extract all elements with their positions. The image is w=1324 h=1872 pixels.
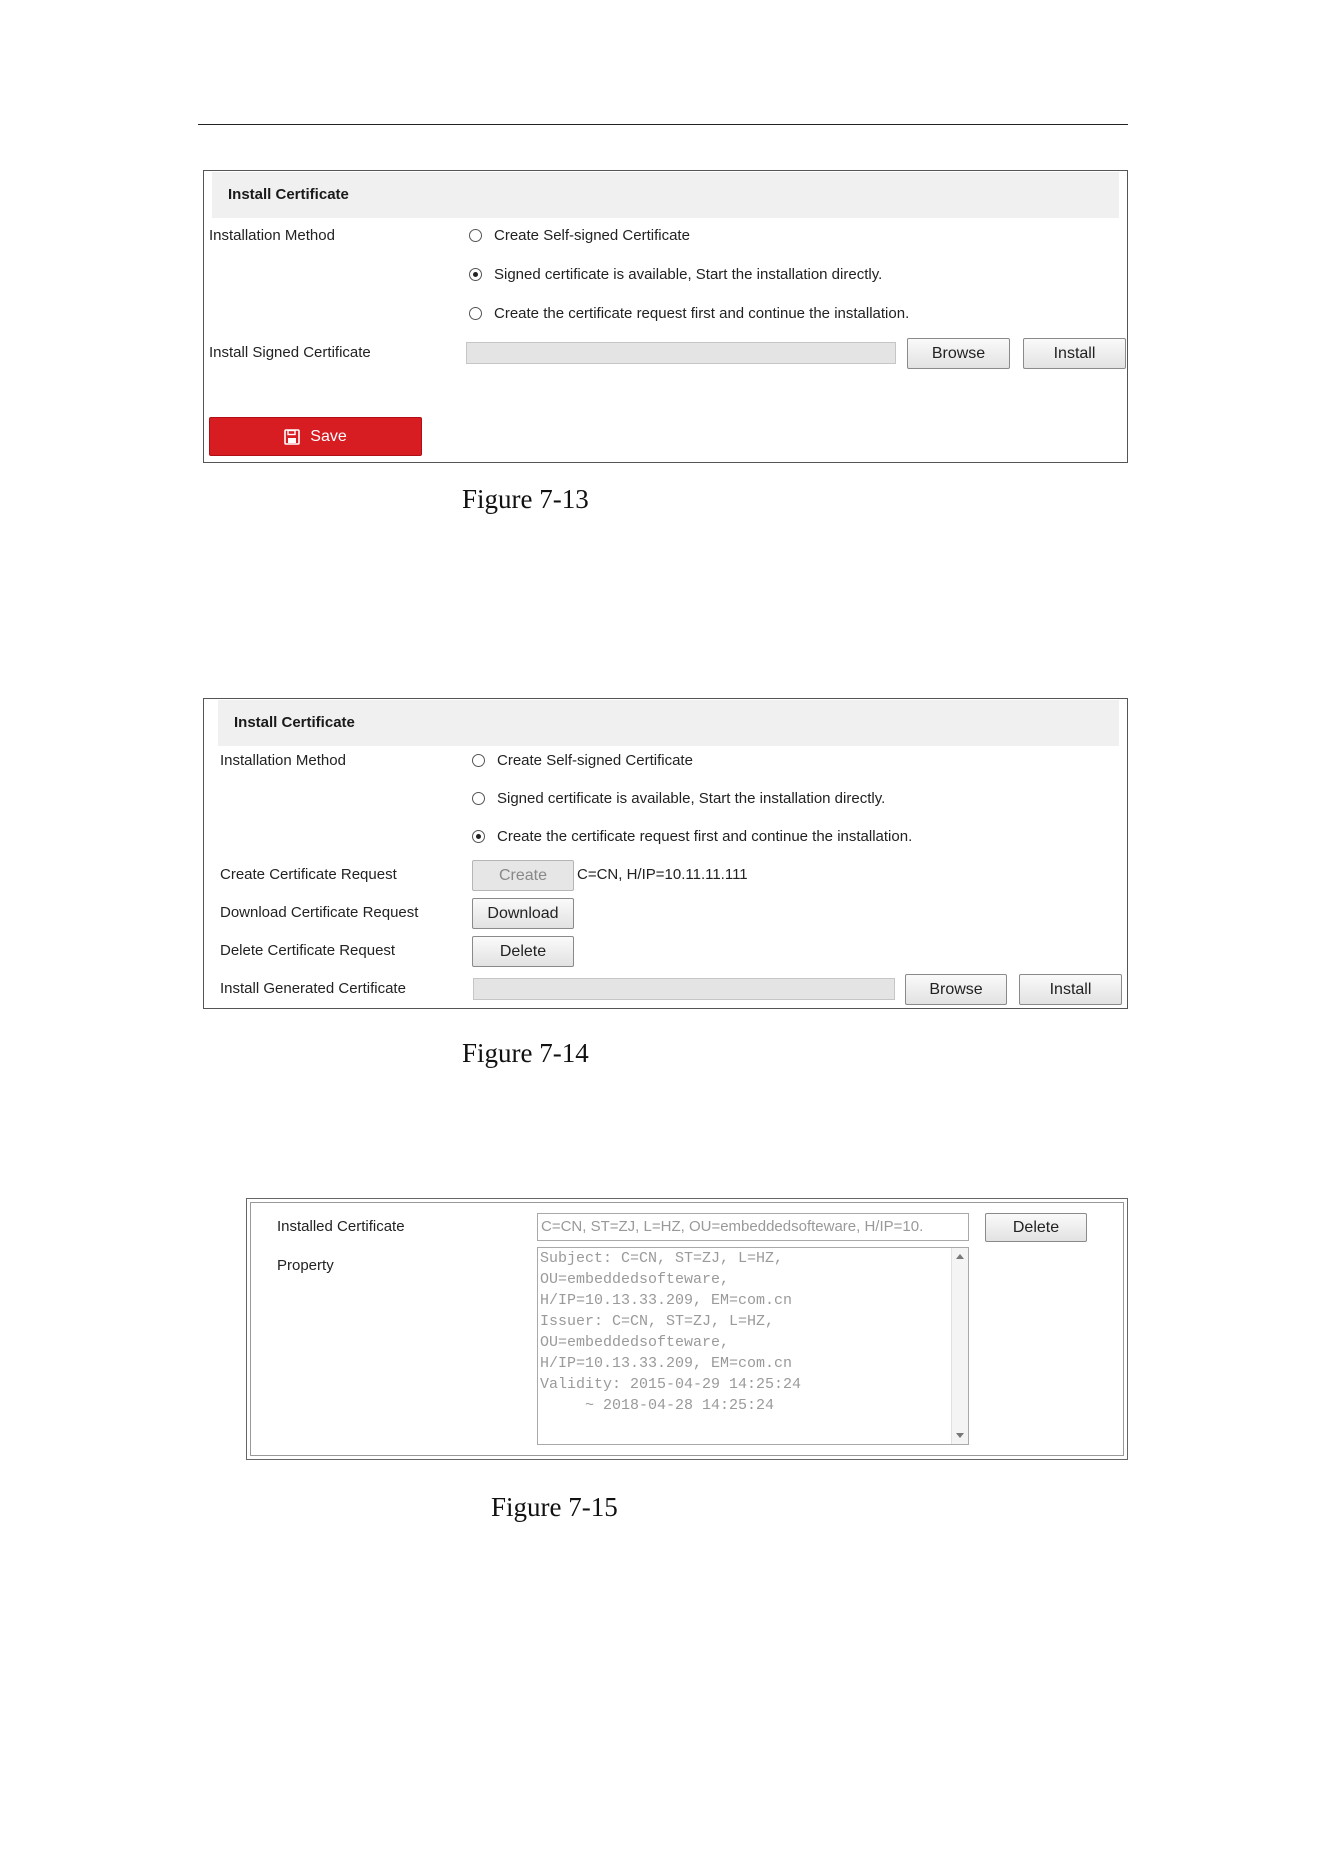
generated-certificate-file-path-field[interactable] (473, 978, 895, 1000)
download-certificate-request-label: Download Certificate Request (220, 904, 419, 921)
save-button[interactable] (209, 417, 422, 456)
install-certificate-panel-fig13 (203, 170, 1128, 463)
installed-certificate-label: Installed Certificate (277, 1218, 405, 1235)
radio-button-selected[interactable] (472, 830, 485, 843)
radio-label: Create the certificate request first and continue the installation. (497, 828, 913, 845)
radio-label: Create Self-signed Certificate (497, 752, 693, 769)
property-line: H/IP=10.13.33.209, EM=com.cn (540, 1355, 793, 1372)
radio-label: Create the certificate request first and continue the installation. (494, 305, 910, 322)
panel-header: Install Certificate (212, 172, 1119, 218)
installed-certificate-panel (246, 1198, 1128, 1460)
radio-button[interactable] (472, 792, 485, 805)
property-textarea[interactable] (537, 1247, 969, 1445)
create-certificate-request-label: Create Certificate Request (220, 866, 397, 883)
radio-label: Signed certificate is available, Start the installation directly. (497, 790, 886, 807)
browse-button[interactable]: Browse (905, 974, 1007, 1005)
scroll-up-arrow-icon[interactable] (956, 1254, 964, 1259)
delete-certificate-request-label: Delete Certificate Request (220, 942, 396, 959)
radio-create-self-signed[interactable] (469, 227, 690, 244)
install-button[interactable]: Install (1023, 338, 1126, 369)
delete-request-button[interactable]: Delete (472, 936, 574, 967)
property-line: Issuer: C=CN, ST=ZJ, L=HZ, (540, 1313, 775, 1330)
browse-button[interactable]: Browse (907, 338, 1010, 369)
radio-create-request-first[interactable] (469, 305, 909, 322)
radio-signed-available[interactable] (472, 790, 885, 807)
certificate-file-path-field[interactable] (466, 342, 896, 364)
property-line: H/IP=10.13.33.209, EM=com.cn (540, 1292, 793, 1309)
installed-certificate-field[interactable]: C=CN, ST=ZJ, L=HZ, OU=embeddedsofteware, H/IP=10. (537, 1213, 969, 1241)
page-header-rule (198, 124, 1128, 125)
property-line: OU=embeddedsofteware, (540, 1271, 730, 1288)
property-line: Validity: 2015-04-29 14:25:24 (540, 1376, 802, 1393)
installation-method-label: Installation Method (209, 227, 335, 244)
radio-button-selected[interactable] (469, 268, 482, 281)
radio-create-self-signed[interactable] (472, 752, 693, 769)
panel-header: Install Certificate (218, 700, 1119, 746)
property-line: OU=embeddedsofteware, (540, 1334, 730, 1351)
radio-label: Signed certificate is available, Start the installation directly. (494, 266, 883, 283)
create-button[interactable]: Create (472, 860, 574, 891)
property-line: ~ 2018-04-28 14:25:24 (540, 1397, 775, 1414)
install-generated-certificate-label: Install Generated Certificate (220, 980, 406, 997)
delete-certificate-button[interactable]: Delete (985, 1213, 1087, 1242)
scroll-down-arrow-icon[interactable] (956, 1433, 964, 1438)
radio-button[interactable] (472, 754, 485, 767)
save-button-label: Save (310, 427, 347, 445)
radio-button[interactable] (469, 307, 482, 320)
figure-caption-7-15: Figure 7-15 (491, 1492, 618, 1522)
property-label: Property (277, 1257, 334, 1274)
installation-method-label: Installation Method (220, 752, 346, 769)
save-floppy-icon (284, 429, 300, 445)
install-certificate-panel-fig14 (203, 698, 1128, 1009)
figure-caption-7-14: Figure 7-14 (462, 1038, 589, 1068)
radio-create-request-first[interactable] (472, 828, 912, 845)
radio-button[interactable] (469, 229, 482, 242)
figure-caption-7-13: Figure 7-13 (462, 484, 589, 514)
property-scrollbar[interactable] (951, 1248, 968, 1444)
request-info-text: C=CN, H/IP=10.11.11.111 (577, 866, 748, 883)
install-signed-certificate-label: Install Signed Certificate (209, 344, 371, 361)
radio-signed-available[interactable] (469, 266, 882, 283)
install-button[interactable]: Install (1019, 974, 1122, 1005)
property-line: Subject: C=CN, ST=ZJ, L=HZ, (540, 1250, 784, 1267)
download-button[interactable]: Download (472, 898, 574, 929)
radio-label: Create Self-signed Certificate (494, 227, 690, 244)
